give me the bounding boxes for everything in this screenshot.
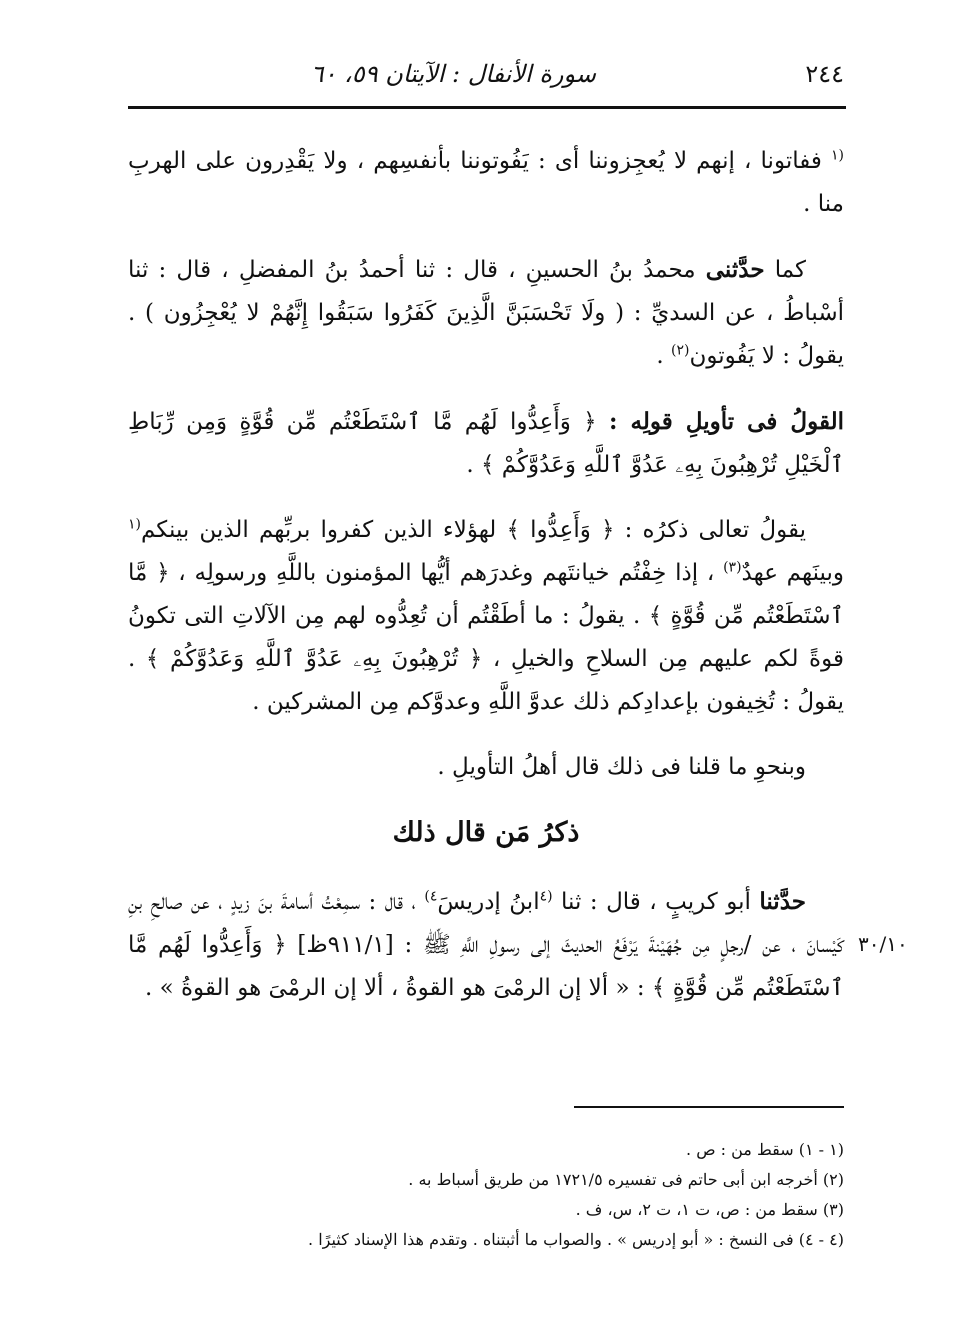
paragraph-1	[128, 140, 844, 226]
footnote-marker: (٣)	[723, 559, 742, 576]
running-title: سورة الأنفال : الآيتان ٥٩، ٦٠	[310, 60, 596, 88]
footnote-2: (٢) أخرجه ابن أبى حاتم فى تفسيره ١٧٢١/٥ من طريق أسباط به .	[408, 1170, 844, 1189]
footnote-rule	[574, 1106, 844, 1108]
margin-note: ٣٠/١٠	[858, 932, 908, 956]
paragraph-text: يقولُ تعالى ذكرُه : ﴿ وَأَعِدُّوا ﴾ لهؤلاء الذين كفروا بربِّهم الذين بينكم	[141, 517, 806, 543]
footnote-marker: ٤)	[424, 888, 438, 905]
footnote-marker: (٤	[539, 888, 553, 905]
section-heading: ذكرُ مَن قال ذلك	[392, 817, 580, 848]
paragraph-text: ففاتونا ، إنهم لا يُعجِزوننا أى : يَفُوتوننا بأنفسِهم ، ولا يَقْدِرون على الهربِ منا .	[128, 148, 844, 217]
footnote-marker: (٢)	[671, 342, 690, 359]
paragraph-6	[128, 880, 844, 1010]
paragraph-3	[128, 400, 844, 487]
paragraph-text: كما	[764, 257, 806, 283]
paragraph-text: أبو كريبٍ ، قال : ثنا	[552, 889, 760, 915]
paragraph-text: ، قال : سمِعْتُ أسامةَ بنَ زيدٍ ، عن صالحِ بنِ كَيْسانَ ، عن /رجلٍ مِن جُهَيْنةَ يَرْفَعُ الحديثَ إلى رسولِ اللَّهِ ﷺ : [٩١١/١ظ] ﴿ وَأَعِدُّوا لَهُم مَّا ٱسْتَطَعْتُم مِّن قُوَّةٍ ﴾ : « ألا إن الرمْىَ هو القوةُ ، ألا إن الرمْىَ هو القوةُ » .	[128, 889, 844, 1001]
isnad-keyword: حدَّثنا	[759, 888, 806, 915]
header-rule	[128, 106, 846, 109]
footnote-marker: (١	[128, 516, 141, 533]
footnote-1: (١ - ١) سقط من : ص .	[686, 1140, 844, 1159]
paragraph-text: .	[656, 343, 671, 369]
isnad-keyword: حدَّثنى	[705, 256, 765, 283]
paragraph-text: ، إذا خِفْتُم خيانتَهم وغدرَهم أيُّها المؤمنون باللَّهِ ورسولِه ، ﴿ مَّا ٱسْتَطَعْتُم مِّن قُوَّةٍ ﴾ . يقولُ : ما أطَقْتُم أن تُعِدُّوه لهم مِن الآلاتِ التى تكونُ قوةً لكم عليهم مِن السلاحِ والخيلِ ، ﴿ تُرْهِبُونَ بِهِۦ عَدُوَّ ٱللَّهِ وَعَدُوَّكُمْ ﴾ . يقولُ : تُخِيفون بإعدادِكم ذلك عدوَّ اللَّهِ وعدوَّكم مِن المشركين .	[128, 560, 844, 715]
tafsir-heading: القولُ فى تأويلِ قولِه :	[609, 408, 844, 435]
footnote-4: (٤ - ٤) فى النسخ : « أبو إدريس » . والصواب ما أثبتناه . وتقدم هذا الإسناد كثيرًا .	[308, 1230, 844, 1249]
page-header	[128, 60, 844, 100]
paragraph-text: وبينَهم عهدٌ	[741, 560, 844, 586]
paragraph-2	[128, 248, 844, 378]
main-text	[128, 140, 844, 1032]
paragraph-text: ابنُ إدريسَ	[437, 889, 540, 915]
paragraph-text: .	[466, 452, 481, 478]
paragraph-text: وبنحوِ ما قلنا فى ذلك قال أهلُ التأويلِ .	[437, 754, 806, 780]
paragraph-5	[128, 746, 844, 789]
footnotes	[128, 1136, 844, 1256]
quran-verse: ﴿ وَأَعِدُّوا لَهُم مَّا ٱسْتَطَعْتُم مِّن قُوَّةٍ وَمِن رِّبَاطِ ٱلْخَيْلِ تُرْهِبُونَ بِهِۦ عَدُوَّ ٱللَّهِ وَعَدُوَّكُمْ ﴾	[128, 409, 844, 478]
paragraph-text: محمدُ بنُ الحسينِ ، قال : ثنا أحمدُ بنُ المفضلِ ، قال : ثنا أسْباطُ ، عن السديِّ : ( ولَا تَحْسَبَنَّ الَّذِينَ كَفَرُوا سَبَقُوا إِنَّهُمْ لا يُعْجِزُون ) . يقولُ : لا يَفُوتون	[128, 257, 844, 369]
paragraph-4	[128, 509, 844, 724]
footnote-3: (٣) سقط من : ص، ت ١، ت ٢، س، ف .	[575, 1200, 844, 1219]
footnote-marker: (١	[831, 147, 844, 164]
page-number: ٢٤٤	[805, 60, 844, 88]
